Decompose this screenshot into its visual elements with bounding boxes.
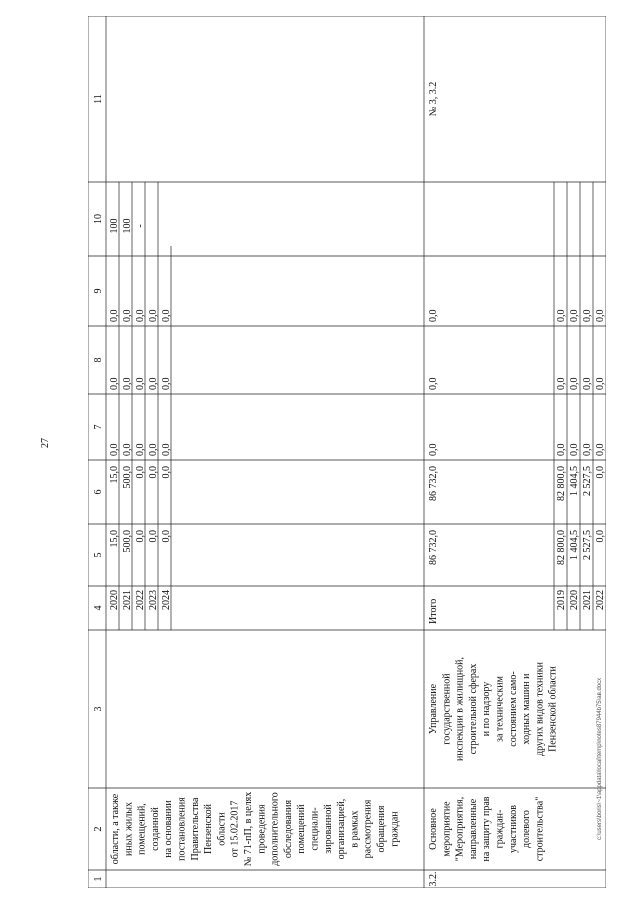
block1-description-line: в рамках xyxy=(349,810,361,848)
block1-value-col8: 0,0 xyxy=(109,377,120,390)
block2-responsible-line: строительной сферах xyxy=(467,663,479,755)
block2-value-col8: 0,0 xyxy=(556,377,567,390)
block2-year: 2019 xyxy=(556,590,567,610)
block2-total-col8: 0,0 xyxy=(428,377,439,390)
block2-value-col9: 0,0 xyxy=(556,309,567,322)
footer-file-path: c:\users\boris\~1\appdata\local\temp\notes87944b75\ав.docx xyxy=(597,677,603,840)
block1-year: 2021 xyxy=(122,590,133,610)
block1-description-line: проведения xyxy=(256,804,268,854)
block2-year: 2022 xyxy=(595,590,606,610)
block1-description-line: дополнительного xyxy=(269,792,281,866)
block1-value-col8: 0,0 xyxy=(148,377,159,390)
block2-number: 3.2. xyxy=(428,871,439,887)
block2-value-col9: 0,0 xyxy=(595,309,606,322)
block1-value-col10: 100 xyxy=(109,218,120,234)
block1-year: 2023 xyxy=(148,590,159,610)
block2-responsible-line: инспекции в жилищной, xyxy=(454,656,466,762)
block2-value-col6: 1 404,5 xyxy=(569,466,580,496)
block2-value-col7: 0,0 xyxy=(582,443,593,456)
block1-value-col10: 100 xyxy=(122,218,133,234)
block1-description-line: созданной xyxy=(149,807,161,851)
block1-description-line: области xyxy=(216,812,228,846)
header-cell-10: 10 xyxy=(93,214,104,224)
block1-value-col6: 0,0 xyxy=(161,466,172,479)
block1-year: 2024 xyxy=(161,590,172,610)
block1-description-line: на основании xyxy=(163,800,175,858)
block2-value-col8: 0,0 xyxy=(569,377,580,390)
block2-responsible-line: Пензенской области xyxy=(547,666,559,752)
block1-description-line: помещений xyxy=(296,804,308,854)
block1-value-col6: 500,0 xyxy=(122,466,133,489)
block2-total-col9: 0,0 xyxy=(428,309,439,322)
block2-value-col6: 82 800,0 xyxy=(556,466,567,501)
block2-value-col7: 0,0 xyxy=(556,443,567,456)
block2-value-col8: 0,0 xyxy=(595,377,606,390)
page-number: 27 xyxy=(40,438,51,448)
block2-responsible-line: других видов техники xyxy=(534,662,546,756)
header-cell-3: 3 xyxy=(93,706,104,712)
block1-value-col7: 0,0 xyxy=(109,443,120,456)
table-svg xyxy=(88,16,606,888)
block2-value-col5: 1 404,5 xyxy=(569,530,580,560)
block2-col11: № 3, 3.2 xyxy=(428,81,439,117)
block2-year: 2020 xyxy=(569,590,580,610)
block1-value-col7: 0,0 xyxy=(161,443,172,456)
block2-total-label: Итого xyxy=(428,598,439,624)
block1-value-col5: 15,0 xyxy=(109,530,120,548)
block1-value-col8: 0,0 xyxy=(161,377,172,390)
table-content xyxy=(88,16,606,888)
block1-value-col5: 0,0 xyxy=(135,530,146,543)
block2-value-col9: 0,0 xyxy=(582,309,593,322)
block1-value-col9: 0,0 xyxy=(148,309,159,322)
block2-year: 2021 xyxy=(582,590,593,610)
block1-description-line: граждан xyxy=(389,811,401,847)
block1-description-line: обращения xyxy=(376,805,387,853)
block1-year: 2020 xyxy=(109,590,120,610)
block2-description-line: мероприятие xyxy=(441,801,453,857)
header-cell-5: 5 xyxy=(93,552,104,558)
block1-value-col5: 500,0 xyxy=(122,530,133,553)
block1-year: 2022 xyxy=(135,590,146,610)
header-cell-2: 2 xyxy=(93,826,104,832)
block1-description-line: области, а также xyxy=(110,793,121,865)
block2-description-line: участников xyxy=(507,804,519,854)
block2-value-col6: 0,0 xyxy=(595,466,606,479)
header-cell-6: 6 xyxy=(93,489,104,495)
block2-responsible-line: за техническим xyxy=(494,676,506,742)
block2-total-col6: 86 732,0 xyxy=(428,466,439,501)
block1-value-col10: - xyxy=(135,224,146,228)
block1-description-line: помещений, xyxy=(136,803,148,855)
block2-description-line: строительства" xyxy=(534,796,546,862)
block1-value-col5: 0,0 xyxy=(161,530,172,543)
block2-value-col9: 0,0 xyxy=(569,309,580,322)
block2-description-line: Основное xyxy=(428,808,439,850)
block2-value-col6: 2 527,5 xyxy=(582,466,593,496)
block1-description-line: Правительства xyxy=(189,797,201,861)
block1-value-col6: 0,0 xyxy=(148,466,159,479)
block2-value-col5: 2 527,5 xyxy=(582,530,593,560)
block2-responsible-line: государственной xyxy=(441,673,453,745)
rotated-table xyxy=(88,16,606,888)
block2-description-line: граждан- xyxy=(494,809,506,849)
block1-value-col9: 0,0 xyxy=(109,309,120,322)
block1-value-col7: 0,0 xyxy=(122,443,133,456)
block1-description-line: от 15.02.2017 xyxy=(229,800,241,858)
block1-description-line: постановления xyxy=(176,797,188,861)
block2-value-col5: 0,0 xyxy=(595,530,606,543)
block2-responsible-line: ходных машин и xyxy=(521,673,533,745)
header-cell-8: 8 xyxy=(93,357,104,363)
header-cell-9: 9 xyxy=(93,288,104,294)
block2-value-col7: 0,0 xyxy=(569,443,580,456)
block2-description-line: направленные xyxy=(467,798,479,860)
header-cell-11: 11 xyxy=(93,94,104,104)
block1-value-col8: 0,0 xyxy=(135,377,146,390)
header-cell-7: 7 xyxy=(93,424,104,430)
block1-value-col7: 0,0 xyxy=(135,443,146,456)
block1-value-col9: 0,0 xyxy=(122,309,133,322)
block1-value-col9: 0,0 xyxy=(161,309,172,322)
header-cell-1: 1 xyxy=(93,876,104,882)
block1-description-line: организацией, xyxy=(336,798,348,860)
block2-total-col5: 86 732,0 xyxy=(428,530,439,565)
header-cell-4: 4 xyxy=(93,605,104,611)
block2-total-col7: 0,0 xyxy=(428,443,439,456)
block1-description-line: иных жилых xyxy=(123,802,135,856)
block2-value-col5: 82 800,0 xyxy=(556,530,567,565)
block2-value-col7: 0,0 xyxy=(595,443,606,456)
block2-responsible-line: и по надзору xyxy=(481,681,493,737)
block2-responsible-line: Управление xyxy=(428,683,439,735)
block2-value-col8: 0,0 xyxy=(582,377,593,390)
block1-description-line: обследования xyxy=(282,799,294,859)
block2-description-line: долевого xyxy=(521,810,533,848)
block1-value-col8: 0,0 xyxy=(122,377,133,390)
block1-value-col7: 0,0 xyxy=(148,443,159,456)
block1-value-col9: 0,0 xyxy=(135,309,146,322)
block1-value-col6: 0,0 xyxy=(135,466,146,479)
block1-description-line: специали- xyxy=(309,807,321,851)
block2-responsible-line: состоянием само- xyxy=(507,671,519,747)
block1-description-line: зированной xyxy=(322,804,334,854)
block1-value-col5: 0,0 xyxy=(148,530,159,543)
block1-description-line: Пензенской xyxy=(203,804,215,854)
block2-description-line: "Мероприятия, xyxy=(454,796,466,862)
block1-description-line: рассмотрения xyxy=(362,799,374,859)
block2-description-line: на защиту прав xyxy=(481,796,493,862)
block1-value-col6: 15,0 xyxy=(109,466,120,484)
block1-description-line: № 71-пП, в целях xyxy=(243,791,254,867)
